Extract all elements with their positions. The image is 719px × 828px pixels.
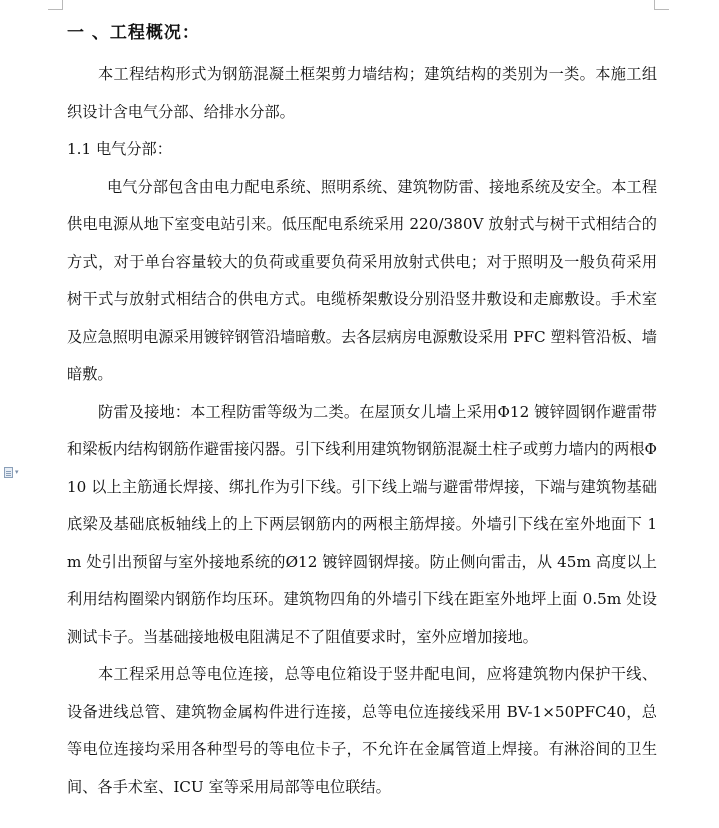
crop-mark-top-right <box>654 0 669 10</box>
crop-mark-top-left <box>48 0 63 10</box>
chevron-down-icon: ▾ <box>15 467 19 476</box>
lightning-protection-paragraph: 防雷及接地：本工程防雷等级为二类。在屋顶女儿墙上采用Φ12 镀锌圆钢作避雷带和梁板内结构钢筋作避雷接闪器。引下线利用建筑物钢筋混凝土柱子或剪力墙内的两根Φ10 以上主筋通长焊接、绑扎作为引下线。引下线上端与避雷带焊接，下端与建筑物基础底梁及基础底板轴线上的上下两层钢筋内的两根主筋焊接。外墙引下线在室外地面下 1m 处引出预留与室外接地系统的Ø12 镀锌圆钢焊接。防止侧向雷击，从 45m 高度以上利用结构圈梁内钢筋作均压环。建筑物四角的外墙引下线在距室外地坪上面 0.5m 处设测试卡子。当基础接地极电阻满足不了阻值要求时，室外应增加接地。 <box>67 402 657 646</box>
section-heading: 一 、工程概况： <box>67 23 200 43</box>
intro-paragraph: 本工程结构形式为钢筋混凝土框架剪力墙结构；建筑结构的类别为一类。本施工组织设计含电气分部、给排水分部。 <box>67 65 657 121</box>
equipotential-paragraph: 本工程采用总等电位连接，总等电位箱设于竖井配电间，应将建筑物内保护干线、设备进线总管、建筑物金属构件进行连接，总等电位连接线采用 BV-1×50PFC40，总等电位连接均采用各种型号的等电位卡子，不允许在金属管道上焊接。有淋浴间的卫生间、各手术室、ICU 室等采用局部等电位联结。 <box>67 665 657 796</box>
subsection-title: 1.1 电气分部： <box>67 140 172 158</box>
electrical-paragraph: 电气分部包含由电力配电系统、照明系统、建筑物防雷、接地系统及安全。本工程供电电源从地下室变电站引来。低压配电系统采用 220/380V 放射式与树干式相结合的方式，对于单台容量较大的负荷或重要负荷采用放射式供电；对于照明及一般负荷采用树干式与放射式相结合的供电方式。电缆桥架敷设分别沿竖井敷设和走廊敷设。手术室及应急照明电源采用镀锌钢管沿墙暗敷。去各层病房电源敷设采用 PFC 塑料管沿板、墙暗敷。 <box>67 177 657 383</box>
document-body <box>67 18 657 806</box>
document-comment-icon <box>4 467 13 478</box>
margin-comment-button[interactable] <box>4 465 28 479</box>
